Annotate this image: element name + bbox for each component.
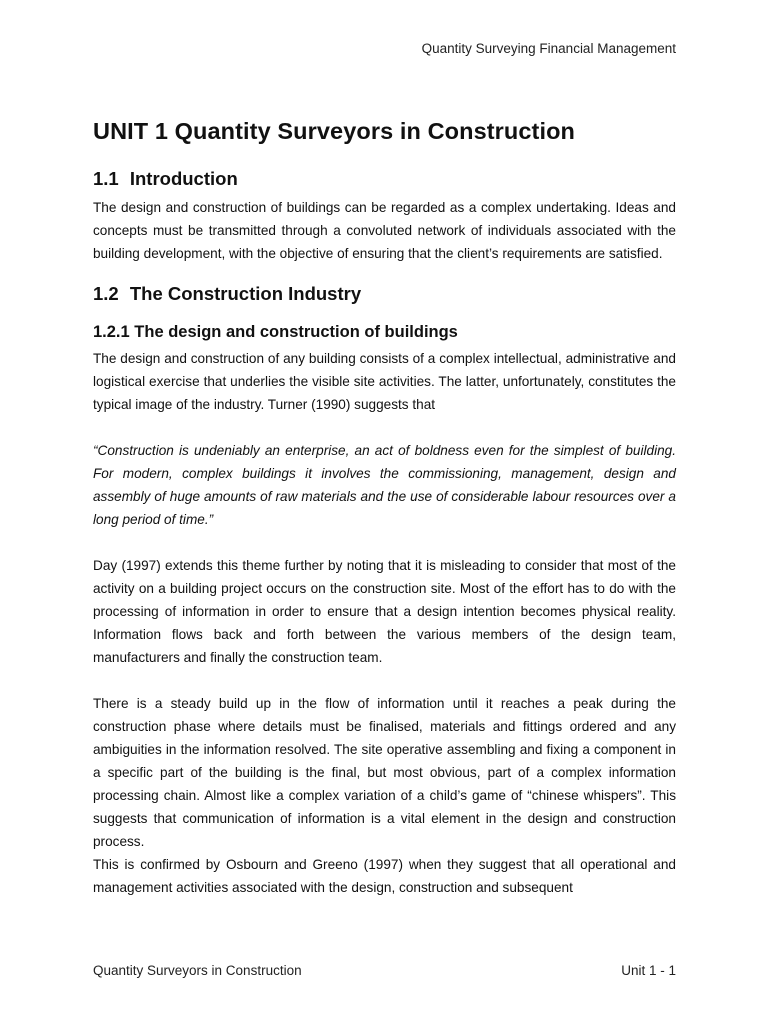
section-number: 1.2 xyxy=(93,283,119,304)
body-paragraph: There is a steady build up in the flow of information until it reaches a peak during the construction phase where details must be finalised, materials and fittings ordered and any ambiguities in the information resolved. The site operative assembling and fixing a component in a specific part of the building is the final, but most obvious, part of a complex information processing chain. Almost like a complex variation of a child’s game of “chinese whispers”. This suggests that communication of information is a vital element in the design and construction process. xyxy=(93,696,676,849)
body-paragraph: This is confirmed by Osbourn and Greeno (1997) when they suggest that all operational and management activities associated with the design, construction and subsequent xyxy=(93,857,676,895)
introduction-paragraph: The design and construction of buildings can be regarded as a complex undertaking. Ideas and concepts must be transmitted through a convoluted network of individuals associated with the building development, with the objective of ensuring that the client’s requirements are satisfied. xyxy=(93,200,676,261)
page-number: Unit 1 - 1 xyxy=(621,963,676,978)
page-content xyxy=(93,112,676,899)
section-heading-introduction xyxy=(93,164,676,194)
section-number: 1.1 xyxy=(93,168,119,189)
section-heading-construction-industry xyxy=(93,279,676,309)
body-paragraph: The design and construction of any building consists of a complex intellectual, administrative and logistical exercise that underlies the visible site activities. The latter, unfortunately, constitutes the typical image of the industry. Turner (1990) suggests that xyxy=(93,351,676,412)
running-header: Quantity Surveying Financial Management xyxy=(421,41,676,56)
footer-title: Quantity Surveyors in Construction xyxy=(93,963,302,978)
section-title: Introduction xyxy=(129,168,238,189)
unit-title: UNIT 1 Quantity Surveyors in Construction xyxy=(93,118,575,144)
section-title: The Construction Industry xyxy=(129,283,362,304)
subsection-heading-design-construction: 1.2.1 The design and construction of buildings xyxy=(93,323,458,341)
body-paragraph: Day (1997) extends this theme further by noting that it is misleading to consider that most of the activity on a building project occurs on the construction site. Most of the effort has to do with the processing of information in order to ensure that a design intention becomes physical reality. Information flows back and forth between the various members of the design team, manufacturers and finally the construction team. xyxy=(93,558,676,665)
quote-paragraph: “Construction is undeniably an enterprise, an act of boldness even for the simplest of building. For modern, complex buildings it involves the commissioning, management, design and assembly of huge amounts of raw materials and the use of considerable labour resources over a long period of time.” xyxy=(93,443,676,527)
